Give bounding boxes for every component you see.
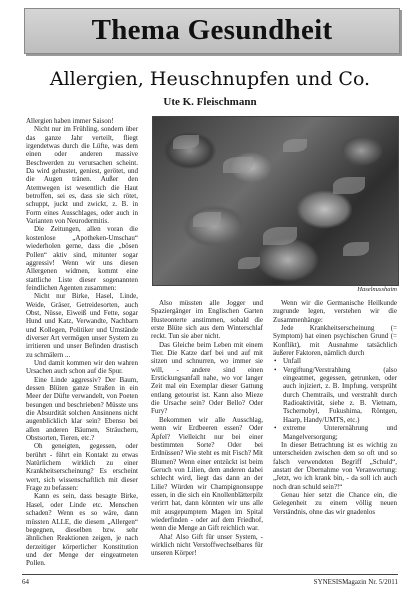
list-item: • extreme Unterernährung und Mangelversorgung; [283,424,397,441]
section-title: Thema Gesundheit [91,14,333,46]
paragraph: Eine Linde aggressiv? Der Baum, dessen Blüten ganze Straßen in ein Meer der Düfte verwandelt, von Poeten besungen und beschrieben? Müsste uns die Absurdität solchen Ansinnens nicht augenblicklich klar sein? Ebenso bei allen anderen Bäumen, Sträuchern, Obstsorten, Tieren, etc.? [26,375,138,443]
paragraph: Die Zeitungen, allen voran die kostenlose „Apotheken-Umschau“ wiederholen gerne, dass die „bösen Pollen“ aktiv sind, mitunter sogar aggressiv! Wenn wir uns diesen Allergenen widmen, kommt eine stattliche Liste dieser sogenannten feindlichen Agenten zusammen: [26,225,138,292]
photo-caption: Haselnusshaim [357,286,397,293]
paragraph: Wenn wir die Germanische Heilkunde zugrunde legen, verstehen wir die Zusammenhänge: [273,299,397,324]
column-3 [273,299,397,516]
paragraph: Oh geneigten, gegessen, oder berührt - führt ein Kontakt zu etwas Natürlichem wirklich zu einer Krankheitserscheinung? Es erscheint wert, sich wissenschaftlich mit dieser Frage zu befassen: [26,442,138,493]
paragraph: Jede Krankheitserscheinung (= Symptom) hat einen psychischen Grund (= Konflikt), mit Ausnahme tatsächlich äußerer Faktoren, nämlich durch [273,324,397,358]
paragraph: Allergien haben immer Saison! [26,117,114,125]
paragraph: Kann es sein, dass besagte Birke, Hasel, oder Linde etc. Menschen schaden? Wenn es so wäre, dann müssten ALLE, die diesem „Allergen“ begegnen, dieselben bzw. sehr ähnlichen Reaktionen zeigen, je nach derzeitiger körperlicher Konstitution und der Menge der eingeatmeten Pollen. [26,492,138,568]
paragraph: Bekommen wir alle Ausschlag, wenn wir Erdbeeren essen? Oder Äpfel? Vielleicht nur bei einer bestimmten Sorte? Oder bei Erdnüssen? Wie steht es mit Fisch? Mit Blumen? Wenn einer entzückt ist beim Geruch von Lilien, dem anderen dabei schlecht wird, liegt das dann an der Lilie? Würden wir Champignonsuppe essen, in die sich ein Knollenblätterpilz verirrt hat, dann könnten wir uns alle mit ausgepumptem Magen im Spital wiederfinden - oder auf dem Friedhof, wenn die Menge an Gift reichlich war. [151,415,263,533]
paragraph: Nicht nur Birke, Hasel, Linde, Weide, Gräser, Getreidesorten, auch Obst, Nüsse, Eiweiß und Fette, sogar Hund und Katz, Verwandte, Nachbarn und Kollegen, Politiker und Umstände diverser Art vermögen unser System zu irritieren und unser Befinden drastisch zu schmälern ... [26,292,138,359]
paragraph: Nicht nur im Frühling, sondern über das ganze Jahr verteilt, fliegt irgendetwas durch die Lüfte, was dem einen oder anderen massive Beschwerden zu verursachen scheint. Da wird gehustet, geniest, gerötet, und die Augen tränen. Außer den Atemwegen ist wesentlich die Haut betroffen, sei es, dass sie sich rötet, schuppt, juckt und zwickt, z. B. in Form eines Ausschlages, oder auch in Varianten von Neurodermitis. [26,125,138,226]
author-byline: Ute K. Fleischmann [163,96,257,108]
paragraph: Und damit kommen wir den wahren Ursachen auch schon auf die Spur. [26,358,138,376]
paragraph: Also müssten alle Jogger und Spaziergänger im Englischen Garten Husteonterte anstimmen, sobald die erste Blüte sich aus dem Winterschlaf reckt. Tun sie aber nicht. [151,299,263,341]
page-number: 64 [22,578,29,586]
paragraph: Aha! Also Gift für unser System, - wirklich nicht Verstoffwechselbares für unseren Körper! [151,532,263,558]
page-footer [22,574,398,586]
column-2 [151,299,263,558]
paragraph: In dieser Betrachtung ist es wichtig zu unterscheiden zwischen dem so oft und so falsch verwendeten Begriff „Schuld“, anstatt der Übernahme von Veranwortung: „Jetzt, wo ich krank bin, - da soll ich auch noch dran schuld sein?!“ [273,440,397,491]
hazel-bush-photo [152,116,399,286]
section-header-band [24,8,400,54]
paragraph: Das Gleiche beim Leben mit einem Tier. Die Katze darf bei und auf mit sitzen und schnurren, wo immer sie will, - andere sind einen Erstickungsanfall nahe, wo vor langer Zeit mal ein Exemplar dieser Gattung entlang getourist ist. Kann also Mieze die Ursache sein? Oder Bello? Oder Fury? [151,340,263,416]
list-item: • Unfall [283,357,397,365]
paragraph: Genau hier setzt die Chance ein, die Gelegenheit zu einem völlig neuen Verständnis, ohne das wir gnadenlos [273,490,397,516]
cause-list [273,357,397,440]
magazine-issue: SYNESISMagazin Nr. 5/2011 [313,578,398,586]
article-title: Allergien, Heuschnupfen und Co. [49,68,371,90]
column-1 [26,117,138,568]
list-item: • Vergiftung/Verstrahlung (also eingeatmet, gegessen, getrunken, oder auch injiziert, z. B. Impfung, versprüht durch Chemtrails, und verstrahlt durch Radioaktivität, siehe z. B. Vietnam, Tschernobyl, Fukushima, Röntgen, Haarp, Handy/UMTS, etc.) [283,366,397,424]
